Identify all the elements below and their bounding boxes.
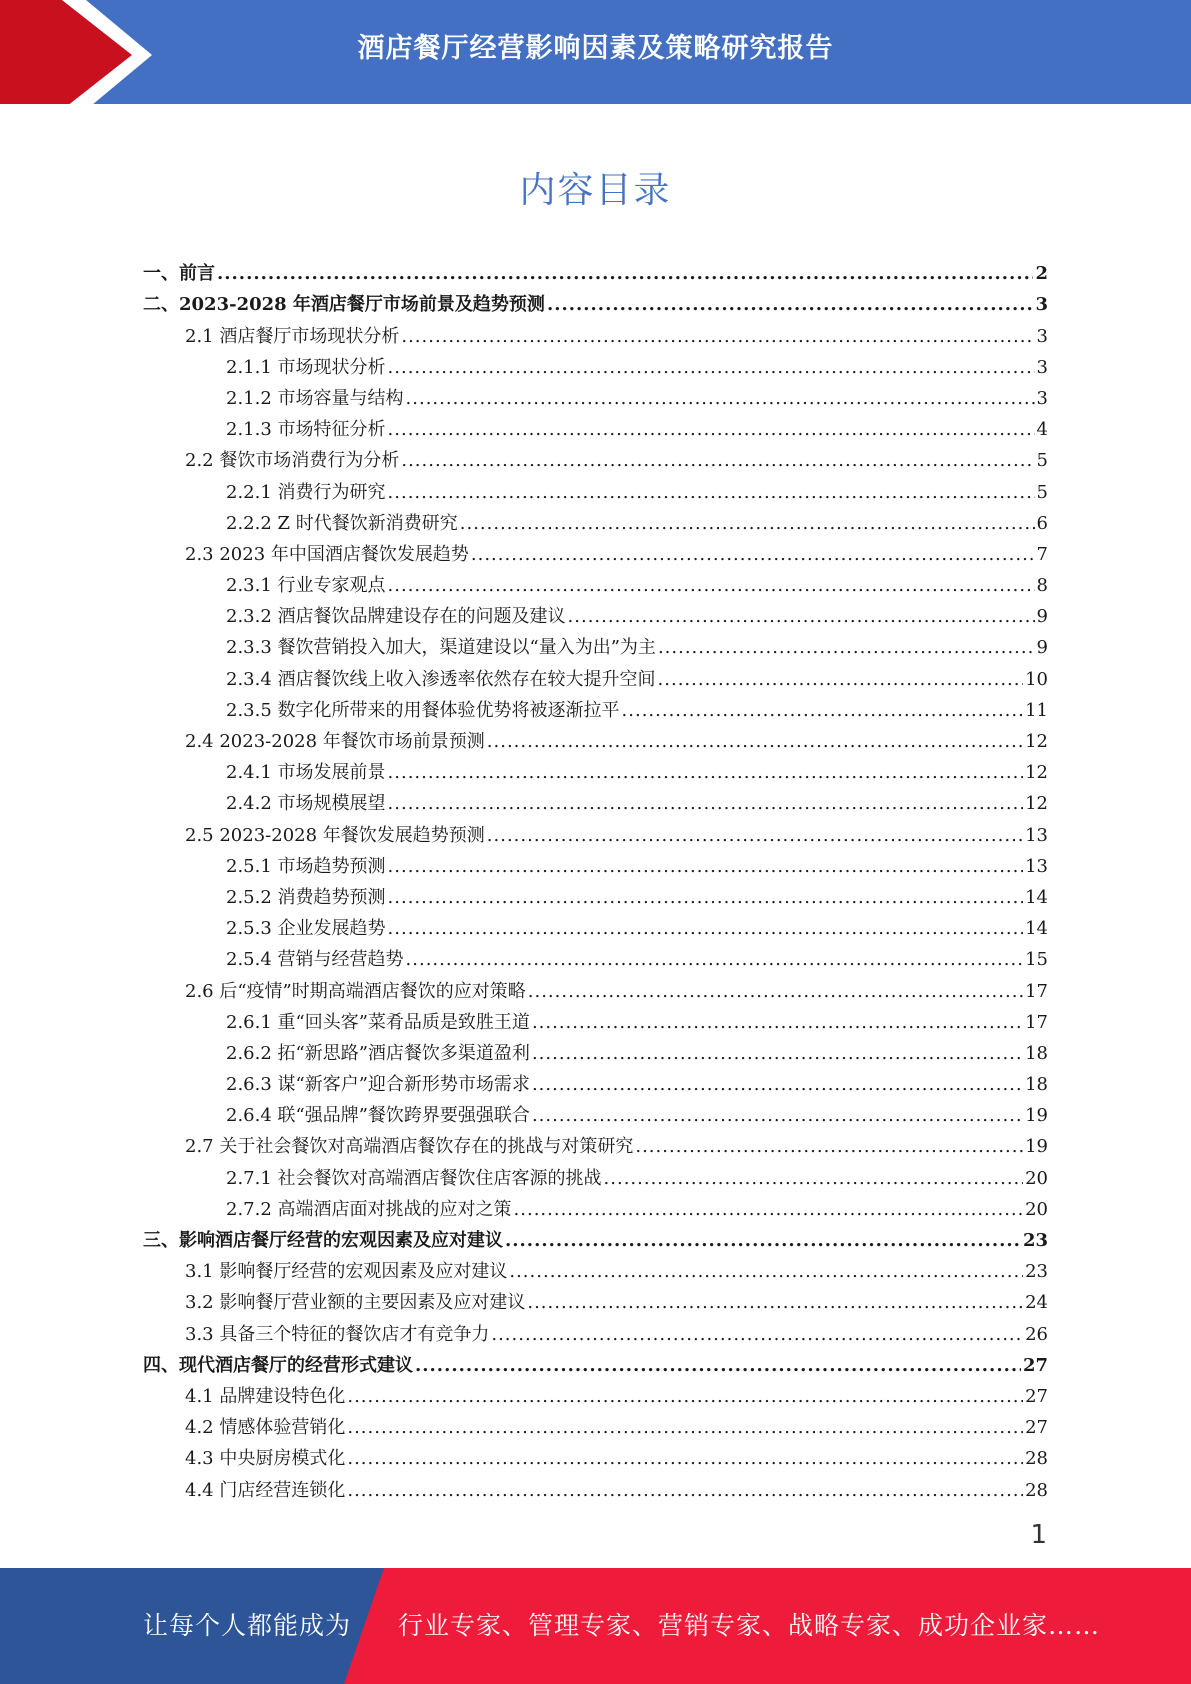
table-of-contents [143,254,1048,1502]
toc-entry[interactable] [143,878,1048,909]
toc-entry-text: 2.6 后“疫情”时期高端酒店餐饮的应对策略 [185,980,526,1002]
toc-entry-page: 17 [1025,980,1048,1002]
toc-entry-page: 13 [1025,824,1048,846]
toc-entry-page: 12 [1025,731,1048,752]
toc-leader-dots [635,1136,1023,1158]
page-number: 1 [1030,1520,1047,1550]
toc-entry-text: 4.2 情感体验营销化 [185,1417,346,1439]
toc-leader-dots [388,856,1024,878]
toc-entry-text: 2.2.2 Z 时代餐饮新消费研究 [226,512,458,534]
toc-entry[interactable] [143,909,1048,940]
toc-entry-page: 9 [1036,637,1048,659]
toc-entry-page: 12 [1025,793,1048,815]
toc-entry-text: 3.3 具备三个特征的餐饮店才有竞争力 [185,1323,490,1345]
toc-entry-text: 2.1 酒店餐厅市场现状分析 [185,325,400,347]
toc-entry[interactable] [143,566,1048,597]
toc-leader-dots [217,263,1033,285]
toc-entry-page: 20 [1025,1198,1048,1220]
toc-entry-page: 18 [1025,1074,1048,1096]
toc-entry[interactable] [143,1377,1048,1408]
toc-entry-page: 5 [1036,450,1048,472]
footer-slogan-right: 行业专家、管理专家、营销专家、战略专家、成功企业家…… [398,1611,1101,1640]
toc-entry-page: 23 [1025,1261,1048,1283]
toc-entry-text: 2.1.1 市场现状分析 [226,356,386,378]
toc-entry-text: 2.7.1 社会餐饮对高端酒店餐饮住店客源的挑战 [226,1167,602,1189]
toc-entry-text: 一、前言 [143,263,215,285]
toc-entry-text: 2.3.1 行业专家观点 [226,575,386,597]
toc-entry-page: 2 [1035,263,1048,285]
toc-entry-text: 3.1 影响餐厅经营的宏观因素及应对建议 [185,1261,508,1283]
toc-leader-dots [460,513,1035,535]
toc-leader-dots [532,1074,1023,1096]
toc-entry[interactable] [143,285,1048,316]
toc-entry-page: 13 [1025,855,1048,877]
toc-entry-page: 23 [1022,1230,1048,1251]
toc-leader-dots [505,1230,1021,1252]
toc-entry-text: 2.3.5 数字化所带来的用餐体验优势将被逐渐拉平 [226,699,620,721]
toc-entry-text: 2.4.2 市场规模展望 [226,793,386,815]
toc-leader-dots [406,949,1024,971]
toc-entry-text: 2.7.2 高端酒店面对挑战的应对之策 [226,1198,512,1220]
toc-entry-text: 2.6.1 重“回头客”菜肴品质是致胜王道 [226,1011,530,1033]
toc-entry-text: 2.3.3 餐饮营销投入加大，渠道建设以“量入为出”为主 [226,637,656,659]
toc-entry-text: 4.3 中央厨房模式化 [185,1448,346,1470]
toc-entry-text: 2.7 关于社会餐饮对高端酒店餐饮存在的挑战与对策研究 [185,1136,634,1158]
toc-entry[interactable] [143,1127,1048,1158]
toc-leader-dots [388,357,1035,379]
toc-entry-page: 12 [1025,762,1048,784]
toc-entry-text: 四、现代酒店餐厅的经营形式建议 [143,1354,413,1376]
toc-entry[interactable] [143,753,1048,784]
toc-entry-page: 5 [1036,481,1048,503]
toc-leader-dots [487,825,1023,847]
toc-leader-dots [347,1417,1023,1439]
toc-entry-page: 26 [1025,1323,1048,1345]
toc-entry-text: 2.1.3 市场特征分析 [226,419,386,441]
toc-leader-dots [487,731,1023,753]
toc-leader-dots [604,1168,1024,1190]
toc-entry-text: 2.5.1 市场趋势预测 [226,855,386,877]
toc-entry-page: 27 [1025,1385,1048,1407]
toc-leader-dots [509,1261,1023,1283]
toc-entry-text: 2.3 2023 年中国酒店餐饮发展趋势 [185,543,469,565]
toc-entry[interactable] [143,1190,1048,1221]
toc-entry-text: 4.1 品牌建设特色化 [185,1385,346,1407]
toc-entry-page: 11 [1025,699,1048,721]
toc-entry[interactable] [143,722,1048,753]
toc-entry-page: 28 [1025,1479,1048,1501]
toc-entry[interactable] [143,1283,1048,1314]
toc-leader-dots [401,326,1034,348]
toc-entry[interactable] [143,410,1048,441]
toc-entry-text: 二、2023-2028 年酒店餐厅市场前景及趋势预测 [143,294,545,316]
toc-entry[interactable] [143,691,1048,722]
toc-entry-text: 2.4.1 市场发展前景 [226,762,386,784]
toc-entry[interactable] [143,1346,1048,1377]
toc-entry-page: 14 [1025,886,1048,908]
toc-leader-dots [388,918,1024,940]
page-footer [0,1568,1191,1684]
page-header [0,0,1191,110]
toc-leader-dots [388,482,1035,504]
toc-entry-page: 19 [1025,1105,1048,1127]
toc-entry[interactable] [143,784,1048,815]
toc-entry-page: 27 [1022,1354,1048,1376]
toc-leader-dots [514,1199,1024,1221]
toc-entry[interactable] [143,659,1048,690]
toc-entry-page: 24 [1025,1292,1048,1314]
toc-leader-dots [568,606,1035,628]
toc-leader-dots [528,981,1023,1003]
toc-leader-dots [347,1480,1023,1502]
toc-entry-text: 2.6.3 谋“新客户”迎合新形势市场需求 [226,1074,530,1096]
toc-entry[interactable] [143,971,1048,1002]
toc-entry[interactable] [143,847,1048,878]
toc-entry-page: 18 [1025,1042,1048,1064]
toc-leader-dots [622,700,1024,722]
toc-entry[interactable] [143,628,1048,659]
toc-leader-dots [406,388,1035,410]
toc-leader-dots [388,419,1035,441]
toc-entry-page: 10 [1025,668,1048,690]
toc-entry-page: 27 [1025,1417,1048,1439]
toc-leader-dots [388,793,1024,815]
toc-entry[interactable] [143,379,1048,410]
toc-entry-text: 三、影响酒店餐厅经营的宏观因素及应对建议 [143,1230,503,1251]
toc-entry[interactable] [143,535,1048,566]
toc-entry[interactable] [143,597,1048,628]
toc-leader-dots [347,1448,1023,1470]
toc-entry[interactable] [143,348,1048,379]
toc-entry-page: 19 [1025,1136,1048,1158]
report-title: 酒店餐厅经营影响因素及策略研究报告 [357,33,834,64]
toc-leader-dots [347,1386,1023,1408]
toc-leader-dots [658,637,1035,659]
toc-leader-dots [471,544,1035,566]
toc-entry[interactable] [143,1003,1048,1034]
toc-entry[interactable] [143,1065,1048,1096]
toc-entry-text: 2.3.2 酒店餐饮品牌建设存在的问题及建议 [226,606,566,628]
toc-leader-dots [415,1355,1021,1377]
toc-entry-text: 2.4 2023-2028 年餐饮市场前景预测 [185,731,485,752]
toc-heading: 内容目录 [519,170,672,211]
toc-entry-page: 3 [1036,356,1048,378]
toc-entry[interactable] [143,1034,1048,1065]
toc-leader-dots [532,1043,1023,1065]
toc-entry-page: 3 [1035,294,1048,316]
toc-leader-dots [658,669,1024,691]
toc-entry-page: 15 [1025,949,1048,971]
toc-leader-dots [388,575,1035,597]
toc-entry[interactable] [143,1221,1048,1252]
toc-entry[interactable] [143,472,1048,503]
toc-entry-page: 28 [1025,1448,1048,1470]
toc-leader-dots [491,1324,1023,1346]
toc-entry[interactable] [143,815,1048,846]
toc-entry[interactable] [143,1439,1048,1470]
toc-entry[interactable] [143,1408,1048,1439]
toc-entry-text: 2.1.2 市场容量与结构 [226,387,404,409]
toc-entry-text: 2.6.2 拓“新思路”酒店餐饮多渠道盈利 [226,1042,530,1064]
toc-entry-page: 20 [1025,1167,1048,1189]
toc-entry[interactable] [143,940,1048,971]
toc-entry[interactable] [143,254,1048,285]
toc-leader-dots [388,762,1024,784]
toc-entry-page: 3 [1036,387,1048,409]
toc-entry-page: 17 [1025,1011,1048,1033]
toc-entry-page: 9 [1036,606,1048,628]
toc-entry[interactable] [143,1470,1048,1501]
toc-entry-page: 3 [1036,325,1048,347]
toc-leader-dots [388,887,1024,909]
toc-entry-page: 6 [1036,512,1048,534]
toc-entry-text: 2.5.3 企业发展趋势 [226,918,386,940]
toc-entry-text: 2.5.4 营销与经营趋势 [226,949,404,971]
toc-entry-page: 4 [1036,419,1048,441]
toc-entry[interactable] [143,1314,1048,1345]
toc-leader-dots [401,450,1034,472]
toc-entry-text: 2.6.4 联“强品牌”餐饮跨界要强强联合 [226,1105,530,1127]
toc-entry[interactable] [143,1252,1048,1283]
toc-entry[interactable] [143,1096,1048,1127]
toc-entry-text: 3.2 影响餐厅营业额的主要因素及应对建议 [185,1292,526,1314]
toc-entry-text: 2.2.1 消费行为研究 [226,481,386,503]
toc-entry-text: 2.5 2023-2028 年餐饮发展趋势预测 [185,824,485,846]
toc-leader-dots [532,1105,1023,1127]
toc-leader-dots [547,294,1034,316]
toc-entry[interactable] [143,504,1048,535]
toc-leader-dots [532,1012,1023,1034]
footer-slogan-left: 让每个人都能成为 [143,1611,352,1640]
toc-entry-text: 2.2 餐饮市场消费行为分析 [185,450,400,472]
toc-entry-page: 14 [1025,918,1048,940]
toc-leader-dots [527,1292,1023,1314]
toc-entry-text: 2.5.2 消费趋势预测 [226,886,386,908]
toc-entry-text: 4.4 门店经营连锁化 [185,1479,346,1501]
toc-entry-text: 2.3.4 酒店餐饮线上收入渗透率依然存在较大提升空间 [226,668,656,690]
toc-entry[interactable] [143,1158,1048,1189]
toc-entry-page: 8 [1036,575,1048,597]
toc-entry-page: 7 [1036,543,1048,565]
toc-entry[interactable] [143,316,1048,347]
toc-entry[interactable] [143,441,1048,472]
